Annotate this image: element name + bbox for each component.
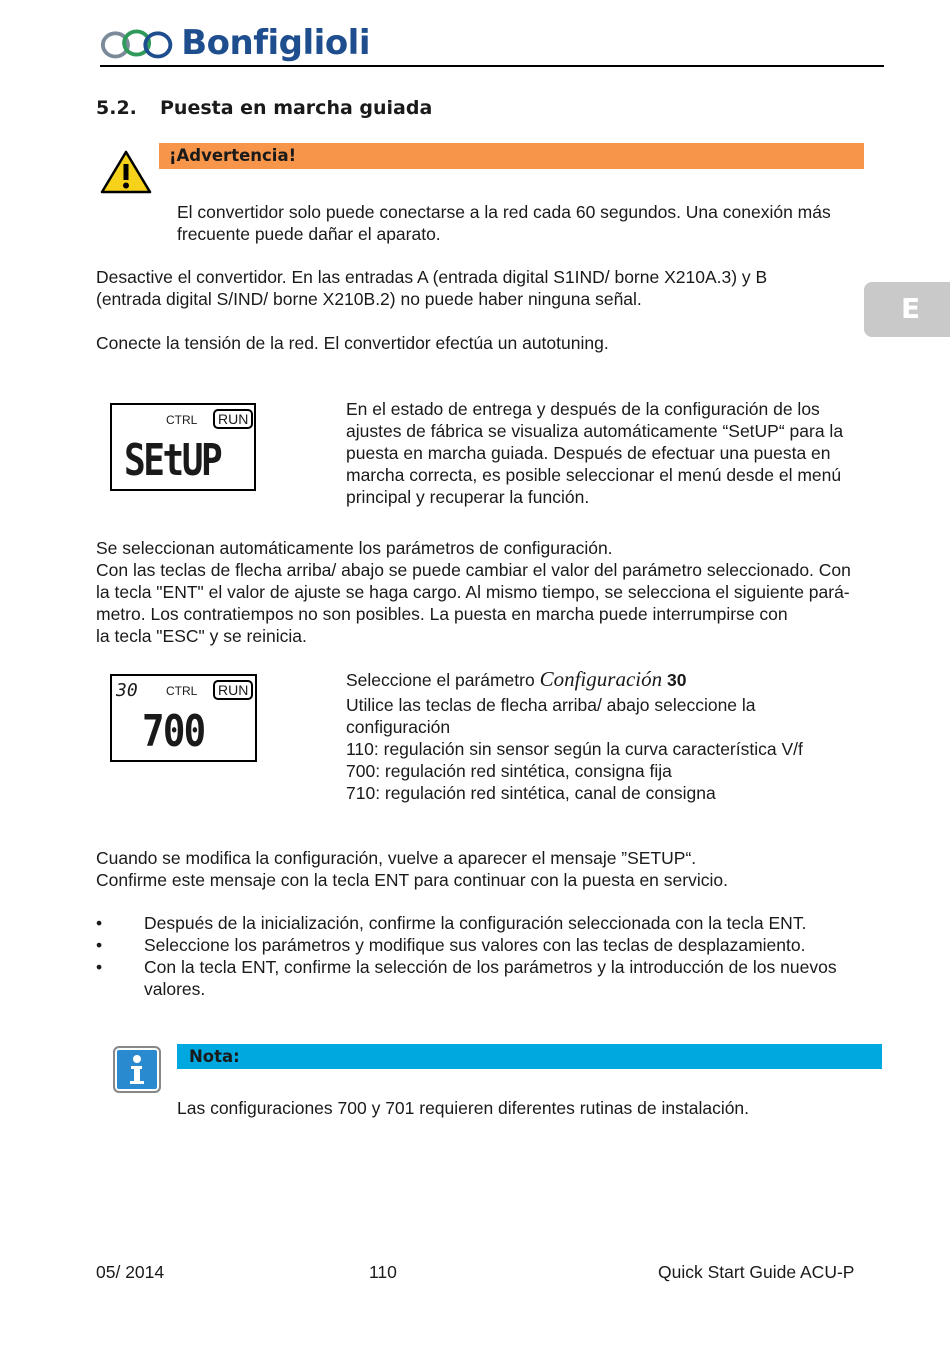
- list-item: [0, 912, 950, 934]
- list-item: [0, 956, 950, 1000]
- section-heading: Puesta en marcha guiada: [160, 97, 433, 119]
- intro-line-1: Desactive el convertidor. En las entradas A (entrada digital S1IND/ borne X210A.3) y B: [96, 267, 768, 287]
- setup-text-line-2: ajustes de fábrica se visualiza automáticamente “SetUP“ para la: [346, 421, 844, 441]
- config-text-line-1: [346, 668, 686, 691]
- params-text-line-4: metro. Los contratiempos no son posibles. La puesta en marcha puede interrumpirse con: [96, 604, 788, 624]
- config-param-number: 30: [666, 670, 687, 690]
- bullet-text: Seleccione los parámetros y modifique sus valores con las teclas de desplazamiento.: [144, 935, 806, 955]
- setup-text-line-4: marcha correcta, es posible seleccionar el menú desde el menú: [346, 465, 842, 485]
- bullet-text: Después de la inicialización, confirme la configuración seleccionada con la tecla ENT.: [144, 913, 807, 933]
- warning-text-line-1: El convertidor solo puede conectarse a la red cada 60 segundos. Una conexión más: [177, 202, 831, 222]
- warning-text-line-2: frecuente puede dañar el aparato.: [177, 224, 441, 244]
- config-option-110: 110: regulación sin sensor según la curva característica V/f: [346, 739, 803, 759]
- header-rule: [100, 65, 884, 67]
- section-number: 5.2.: [96, 97, 137, 119]
- bullet-text: Con la tecla ENT, confirme la selección de los parámetros y la introducción de los nuevos: [144, 957, 837, 977]
- note-text: Las configuraciones 700 y 701 requieren diferentes rutinas de instalación.: [177, 1098, 750, 1118]
- setup-text-line-5: principal y recuperar la función.: [346, 487, 590, 507]
- language-tab-label: E: [901, 292, 921, 325]
- config-option-700: 700: regulación red sintética, consigna fija: [346, 761, 672, 781]
- footer-page-number: 110: [369, 1262, 397, 1282]
- lcd-ctrl-label: CTRL: [166, 413, 198, 427]
- bonfiglioli-chain-icon: [100, 23, 173, 63]
- setup-text-line-1: En el estado de entrega y después de la configuración de los: [346, 399, 820, 419]
- bullet-list: [0, 912, 950, 1000]
- config-select-prefix: Seleccione el parámetro: [346, 670, 535, 690]
- lcd-display-config: [110, 674, 257, 762]
- lcd-run-indicator: RUN: [213, 680, 253, 700]
- warning-banner: [159, 143, 864, 169]
- list-item: [0, 934, 950, 956]
- note-label: Nota:: [189, 1047, 240, 1066]
- bullet-symbol: •: [96, 957, 103, 977]
- params-text-line-5: la tecla "ESC" y se reinicia.: [96, 626, 307, 646]
- note-banner: [177, 1044, 882, 1069]
- footer-date: 05/ 2014: [96, 1262, 165, 1282]
- lcd-value: 700: [142, 706, 205, 757]
- params-text-line-1: Se seleccionan automáticamente los parámetros de configuración.: [96, 538, 613, 558]
- params-text-line-3: la tecla "ENT" el valor de ajuste se haga cargo. Al mismo tiempo, se selecciona el siguiente pará-: [96, 582, 850, 602]
- brand-logo: [100, 20, 370, 66]
- warning-label: ¡Advertencia!: [169, 146, 297, 165]
- lcd-display-setup: [110, 403, 256, 491]
- confirm-text-line-2: Confirme este mensaje con la tecla ENT para continuar con la puesta en servicio.: [96, 870, 728, 890]
- language-tab: [864, 282, 950, 337]
- lcd-run-indicator: RUN: [213, 409, 253, 429]
- footer-document-title: Quick Start Guide ACU-P: [658, 1262, 855, 1282]
- config-text-line-3: configuración: [346, 717, 451, 737]
- bullet-text-continued: valores.: [144, 979, 206, 999]
- setup-text-line-3: puesta en marcha guiada. Después de efectuar una puesta en: [346, 443, 831, 463]
- config-text-line-2: Utilice las teclas de flecha arriba/ abajo seleccione la: [346, 695, 756, 715]
- params-text-line-2: Con las teclas de flecha arriba/ abajo se puede cambiar el valor del parámetro seleccionado. Con: [96, 560, 851, 580]
- warning-icon: [100, 150, 152, 198]
- info-icon: [113, 1046, 161, 1093]
- intro-line-3: Conecte la tensión de la red. El convertidor efectúa un autotuning.: [96, 333, 609, 353]
- bullet-symbol: •: [96, 913, 103, 933]
- lcd-ctrl-label: CTRL: [166, 684, 198, 698]
- bullet-symbol: •: [96, 935, 103, 955]
- lcd-value: SEtUP: [124, 435, 221, 486]
- config-option-710: 710: regulación red sintética, canal de consigna: [346, 783, 716, 803]
- section-title: [96, 97, 432, 119]
- intro-line-2: (entrada digital S/IND/ borne X210B.2) no puede haber ninguna señal.: [96, 289, 642, 309]
- config-param-name: Configuración: [539, 667, 663, 691]
- lcd-param-number: 30: [116, 680, 138, 701]
- brand-name: Bonfiglioli: [181, 23, 370, 63]
- confirm-text-line-1: Cuando se modifica la configuración, vuelve a aparecer el mensaje ”SETUP“.: [96, 848, 697, 868]
